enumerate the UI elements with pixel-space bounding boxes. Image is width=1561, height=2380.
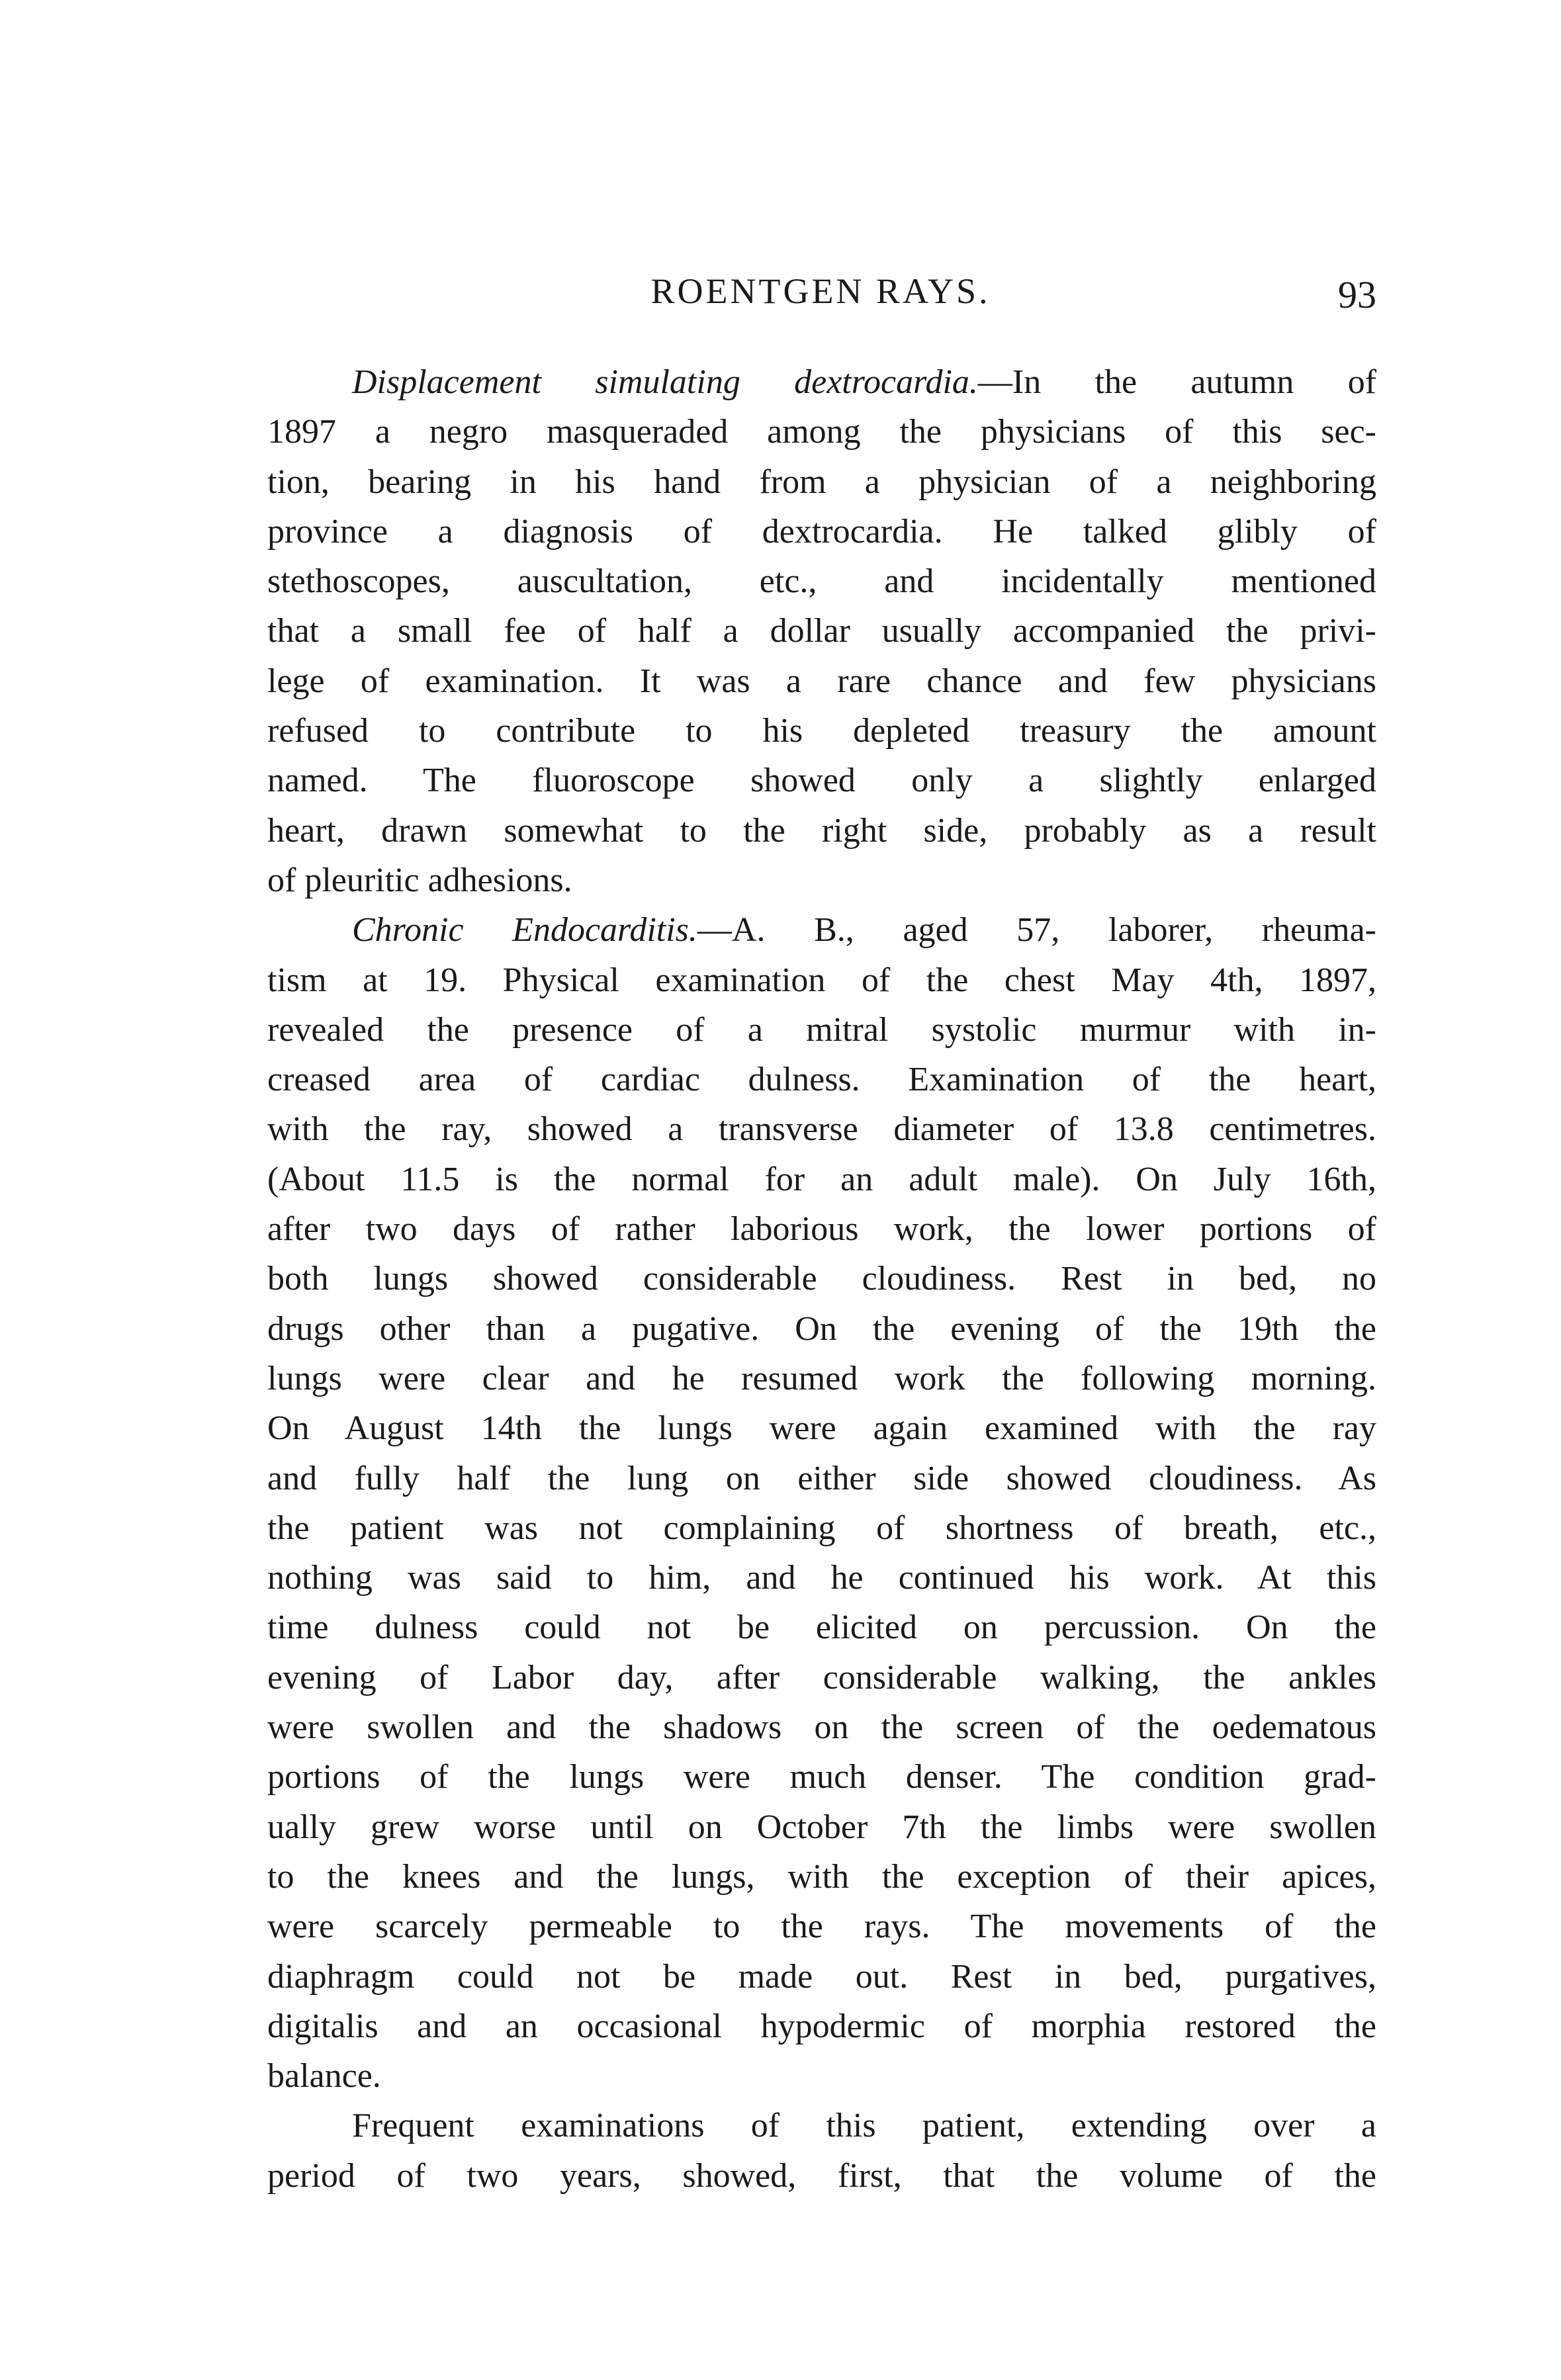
paragraph-line: were scarcely permeable to the rays. The movements of the [267, 1908, 1376, 1946]
paragraph-line: lege of examination. It was a rare chance and few physicians [267, 662, 1376, 700]
paragraph-line: the patient was not complaining of shortness of breath, etc., [267, 1509, 1376, 1547]
section-heading-displacement: Displacement simulating dextrocardia. [352, 363, 978, 401]
line-text: —In the autumn of [977, 363, 1377, 401]
paragraph-line: balance. [267, 2057, 381, 2095]
paragraph-line: heart, drawn somewhat to the right side, probably as a result [267, 811, 1376, 850]
paragraph-line: with the ray, showed a transverse diameter of 13.8 centimetres. [267, 1110, 1376, 1149]
paragraph-line: named. The fluoroscope showed only a slightly enlarged [267, 762, 1376, 800]
paragraph-line: and fully half the lung on either side showed cloudiness. As [267, 1459, 1376, 1497]
paragraph-line: (About 11.5 is the normal for an adult male). On July 16th, [267, 1160, 1376, 1198]
paragraph-line: of pleuritic adhesions. [267, 861, 572, 899]
paragraph-line: portions of the lungs were much denser. The condition grad- [267, 1758, 1376, 1796]
paragraph-line: 1897 a negro masqueraded among the physicians of this sec- [267, 413, 1376, 451]
paragraph-line: period of two years, showed, first, that the volume of the [267, 2156, 1376, 2195]
paragraph-line: Frequent examinations of this patient, extending over a [352, 2107, 1376, 2145]
section-heading-endocarditis: Chronic Endocarditis. [352, 911, 697, 949]
paragraph-line: that a small fee of half a dollar usually accompanied the privi- [267, 612, 1376, 650]
paragraph-line: to the knees and the lungs, with the exception of their apices, [267, 1857, 1376, 1896]
paragraph-line: evening of Labor day, after considerable walking, the ankles [267, 1658, 1376, 1697]
paragraph-line [267, 357, 1376, 407]
paragraph-line: ually grew worse until on October 7th the limbs were swollen [267, 1808, 1376, 1846]
paragraph-line: drugs other than a pugative. On the evening of the 19th the [267, 1309, 1376, 1348]
paragraph-line: On August 14th the lungs were again examined with the ray [267, 1409, 1376, 1448]
running-header [265, 265, 1376, 318]
paragraph-line: nothing was said to him, and he continued his work. At this [267, 1559, 1376, 1597]
paragraph-line: creased area of cardiac dulness. Examination of the heart, [267, 1061, 1376, 1099]
page-number: 93 [1338, 273, 1376, 316]
paragraph-line: refused to contribute to his depleted treasury the amount [267, 712, 1376, 750]
paragraph-line [267, 905, 1376, 955]
paragraph-line: tism at 19. Physical examination of the chest May 4th, 1897, [267, 961, 1376, 999]
paragraph-line: time dulness could not be elicited on percussion. On the [267, 1609, 1376, 1647]
paragraph-line: diaphragm could not be made out. Rest in bed, purgatives, [267, 1957, 1376, 1996]
line-text: —A. B., aged 57, laborer, rheuma- [697, 911, 1376, 949]
running-title: ROENTGEN RAYS. [650, 271, 991, 311]
paragraph-line: tion, bearing in his hand from a physician of a neighboring [267, 463, 1376, 501]
paragraph-line: both lungs showed considerable cloudiness. Rest in bed, no [267, 1260, 1376, 1298]
paragraph-line: digitalis and an occasional hypodermic of morphia restored the [267, 2007, 1376, 2045]
paragraph-line: lungs were clear and he resumed work the following morning. [267, 1359, 1376, 1397]
paragraph-line: province a diagnosis of dextrocardia. He talked glibly of [267, 512, 1376, 551]
paragraph-line: stethoscopes, auscultation, etc., and incidentally mentioned [267, 562, 1376, 601]
paragraph-line: after two days of rather laborious work, the lower portions of [267, 1210, 1376, 1249]
paragraph-line: were swollen and the shadows on the screen of the oedematous [267, 1708, 1376, 1747]
paragraph-line: revealed the presence of a mitral systolic murmur with in- [267, 1010, 1376, 1049]
body-text [267, 357, 1376, 2201]
